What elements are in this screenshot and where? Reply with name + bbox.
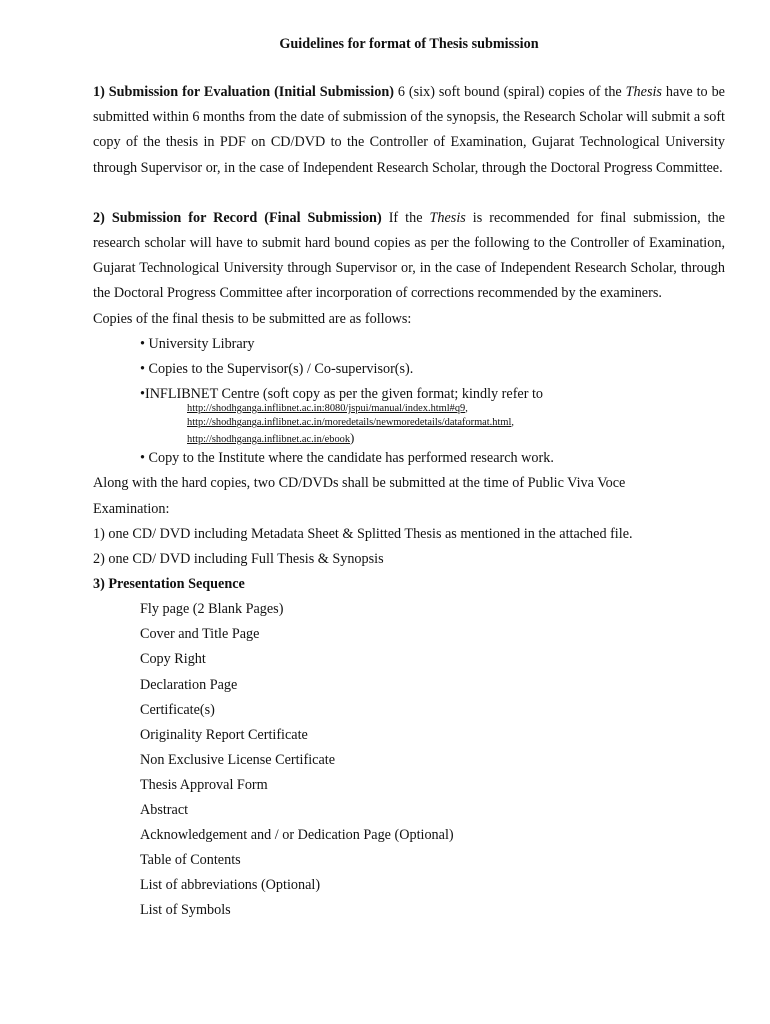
list-item: Certificate(s) (140, 701, 215, 718)
list-item: Fly page (2 Blank Pages) (140, 601, 284, 618)
list-item: List of Symbols (140, 902, 231, 919)
cd-item: 1) one CD/ DVD including Metadata Sheet & Splitted Thesis as mentioned in the attached file. (93, 525, 633, 542)
section-text: have to be submitted within 6 months from the date of submission of the synopsis, the Research Scholar will submit a soft copy of the thesis in PDF on CD/DVD to the Controller of Examination, Gujarat Technological University through Supervisor or, in the case of Independent Research Scholar, through the Doctoral Progress Committee. (93, 84, 725, 176)
list-item: Cover and Title Page (140, 626, 260, 643)
copies-intro: Copies of the final thesis to be submitted are as follows: (93, 310, 412, 327)
section-initial-submission (93, 80, 725, 181)
section-heading-final: 2) Submission for Record (Final Submission) (93, 209, 382, 226)
bullet-university-library: • University Library (140, 335, 255, 352)
section-text: is recommended for final submission, the research scholar will have to submit hard bound copies as per the following to the Controller of Examination, Gujarat Technological University through Supervisor or, in the case of Independent Research Scholar, through the Doctoral Progress Committee after incorporation of corrections recommended by the examiners. (93, 209, 725, 302)
link-shodhganga-manual[interactable]: http://shodhganga.inflibnet.ac.in:8080/jspui/manual/index.html#q9 (187, 402, 466, 414)
link-shodhganga-dataformat[interactable]: http://shodhganga.inflibnet.ac.in/moredetails/newmoredetails/dataformat.html (187, 417, 512, 429)
cd-item: 2) one CD/ DVD including Full Thesis & Synopsis (93, 550, 384, 567)
list-item: Copy Right (140, 651, 206, 668)
link-separator: , (465, 402, 468, 414)
list-item: List of abbreviations (Optional) (140, 877, 321, 894)
list-item: Table of Contents (140, 852, 241, 869)
section-final-submission (93, 206, 725, 307)
link-shodhganga-ebook[interactable]: http://shodhganga.inflibnet.ac.in/ebook (187, 433, 351, 445)
section-heading-presentation: 3) Presentation Sequence (93, 576, 245, 593)
cd-note-line: Examination: (93, 500, 170, 517)
bullet-supervisor-copies: • Copies to the Supervisor(s) / Co-supervisor(s). (140, 360, 414, 377)
list-item: Abstract (140, 802, 189, 818)
links-close-paren: ) (350, 429, 355, 445)
bullet-institute-copy: • Copy to the Institute where the candidate has performed research work. (140, 450, 554, 467)
thesis-italic: Thesis (429, 209, 466, 226)
presentation-sequence-list (93, 597, 725, 923)
section-heading-initial: 1) Submission for Evaluation (Initial Submission) (93, 84, 394, 100)
link-separator: , (511, 417, 514, 429)
document-title: Guidelines for format of Thesis submission (279, 36, 539, 52)
cd-note-line: Along with the hard copies, two CD/DVDs shall be submitted at the time of Public Viva Voce (93, 475, 626, 492)
list-item: Declaration Page (140, 676, 238, 693)
list-item: Thesis Approval Form (140, 776, 268, 793)
inflibnet-links (93, 402, 725, 446)
section-text: 6 (six) soft bound (spiral) copies of the (393, 84, 626, 100)
document-page (93, 30, 725, 923)
section-text: If the (381, 209, 430, 226)
list-item: Originality Report Certificate (140, 726, 308, 743)
list-item: Non Exclusive License Certificate (140, 751, 336, 768)
thesis-italic: Thesis (625, 84, 662, 100)
list-item: Acknowledgement and / or Dedication Page (Optional) (140, 827, 454, 844)
bullet-inflibnet: •INFLIBNET Centre (soft copy as per the given format; kindly refer to (140, 385, 544, 402)
